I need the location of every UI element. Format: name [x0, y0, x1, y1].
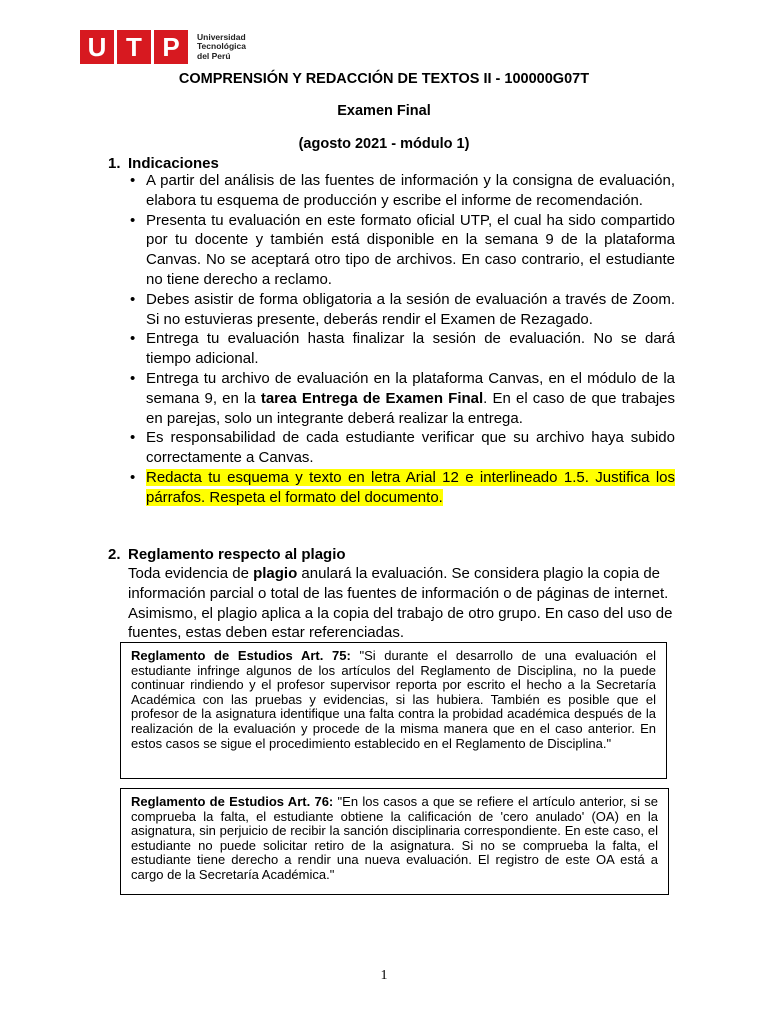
regulation-box-75	[120, 642, 667, 779]
list-item: • Es responsabilidad de cada estudiante verificar que su archivo haya subido correctamente a Canvas.	[130, 429, 675, 467]
exam-period: (agosto 2021 - módulo 1)	[298, 136, 470, 152]
section-1-heading: 1. Indicaciones	[108, 155, 219, 172]
plagiarism-paragraph: Toda evidencia de plagio anulará la evaluación. Se considera plagio la copia de información parcial o total de las fuentes de información o de páginas de internet. Asimismo, el plagio aplica a la copia del trabajo de otro grupo. En caso del uso de fuentes, estas deben estar referenciadas.	[128, 565, 673, 642]
regulation-box-76	[120, 788, 669, 895]
regulation-text: "En los casos a que se refiere el artículo anterior, si se comprueba la falta, el estudiante obtiene la calificación de 'cero anulado' (OA) en la asignatura, sin perjuicio de recibir la sanción disciplinaria correspondiente. En este caso, el estudiante no puede solicitar retiro de la asignatura. Si no se comprueba la falta, el estudiante tiene derecho a rendir una nueva evaluación. El registro de este OA está a cargo de la Secretaría Académica."	[131, 794, 658, 882]
logo-university-name: Universidad Tecnológica del Perú	[197, 31, 246, 61]
list-item: • Debes asistir de forma obligatoria a la sesión de evaluación a través de Zoom. Si no estuvieras presente, deberás rendir el Examen de Rezagado.	[130, 290, 675, 328]
exam-title: Examen Final	[337, 103, 431, 119]
regulation-label: Reglamento de Estudios Art. 75:	[131, 648, 351, 663]
list-item: • Entrega tu archivo de evaluación en la plataforma Canvas, en el módulo de la semana 9, en la tarea Entrega de Examen Final. En el caso de que trabajes en parejas, solo un integrante deberá realizar la entrega.	[130, 369, 675, 427]
course-title: COMPRENSIÓN Y REDACCIÓN DE TEXTOS II - 100000G07T	[178, 71, 590, 87]
regulation-text: "Si durante el desarrollo de una evaluación el estudiante infringe algunos de los artículos del Reglamento de Disciplina, no la puede continuar rindiendo y el profesor supervisor reporta por escrito el hecho a la Secretaría Académica con las pruebas y evidencias, si las hubiera. También es posible que el profesor de la asignatura identifique una falta contra la probidad académica después de la realización de la evaluación y procede de la misma manera que en el caso anterior. En estos casos se sigue el procedimiento establecido en el Reglamento de Disciplina."	[131, 648, 656, 751]
list-item: • A partir del análisis de las fuentes de información y la consigna de evaluación, elabora tu esquema de producción y escribe el informe de recomendación.	[130, 172, 675, 209]
logo-letter-u: U	[80, 30, 114, 64]
highlighted-list-item: • Redacta tu esquema y texto en letra Arial 12 e interlineado 1.5. Justifica los párrafos. Respeta el formato del documento.	[130, 468, 675, 506]
section-2-heading: 2. Reglamento respecto al plagio	[108, 546, 346, 563]
utp-logo	[80, 30, 246, 64]
page-number: 1	[380, 968, 388, 983]
logo-letter-t: T	[117, 30, 151, 64]
logo-letter-p: P	[154, 30, 188, 64]
list-item: • Presenta tu evaluación en este formato oficial UTP, el cual ha sido compartido por tu docente y también está disponible en la semana 9 de la plataforma Canvas. No se aceptará otro tipo de archivos. En caso contrario, el estudiante no tiene derecho a reclamo.	[130, 211, 675, 288]
list-item: • Entrega tu evaluación hasta finalizar la sesión de evaluación. No se dará tiempo adicional.	[130, 330, 675, 368]
regulation-label: Reglamento de Estudios Art. 76:	[131, 794, 334, 809]
instructions-list	[108, 171, 675, 508]
